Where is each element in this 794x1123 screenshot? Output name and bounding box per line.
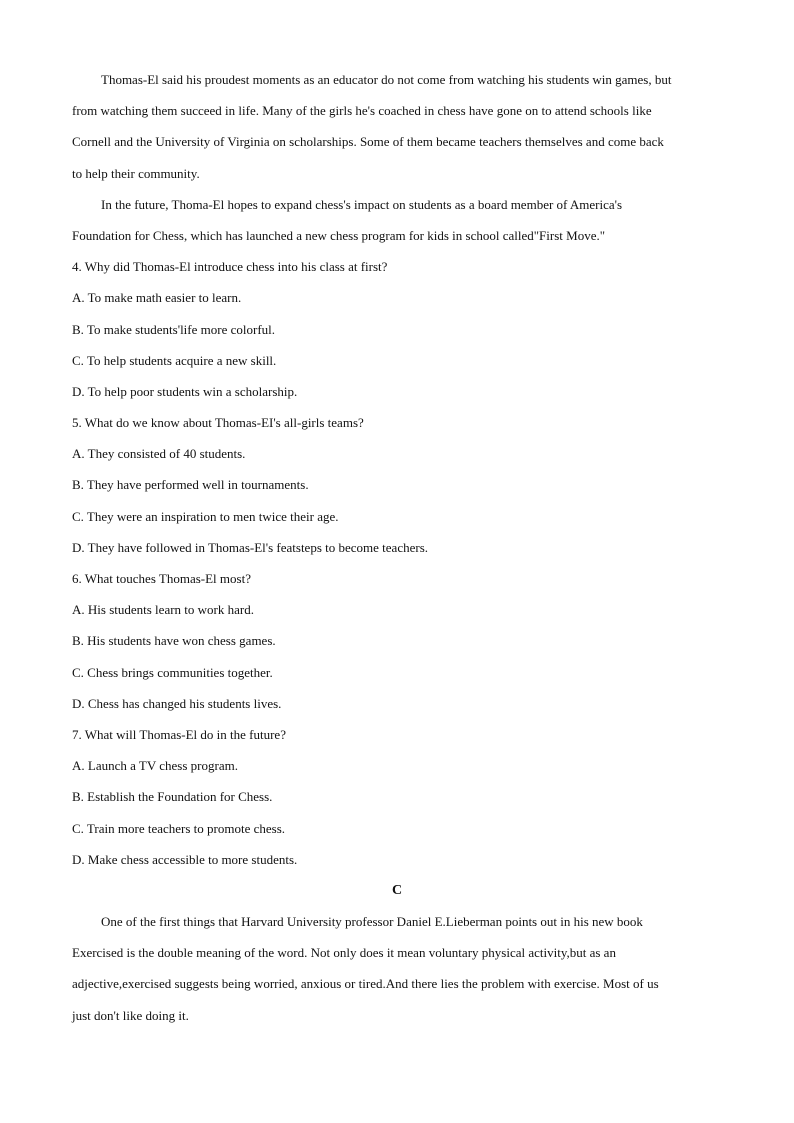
answer-option-c: C. To help students acquire a new skill. xyxy=(72,352,277,368)
answer-option-d: D. They have followed in Thomas-El's featsteps to become teachers. xyxy=(72,539,429,555)
text-line: In the future, Thoma-El hopes to expand chess's impact on students as a board member of America's xyxy=(101,196,623,212)
question-6 xyxy=(72,563,722,719)
section-heading: C xyxy=(391,882,403,898)
answer-option-a: A. His students learn to work hard. xyxy=(72,602,254,618)
question-stem: 7. What will Thomas-El do in the future? xyxy=(72,726,286,742)
text-line: from watching them succeed in life. Many of the girls he's coached in chess have gone on to attend schools like xyxy=(72,103,652,119)
answer-option-b: B. They have performed well in tournaments. xyxy=(72,477,309,493)
answer-option-d: D. Make chess accessible to more students. xyxy=(72,851,298,867)
text-line: Foundation for Chess, which has launched a new chess program for kids in school called"First Move." xyxy=(72,227,606,243)
question-7 xyxy=(72,719,722,875)
answer-option-b: B. His students have won chess games. xyxy=(72,633,276,649)
paragraph-section-c xyxy=(72,906,722,1031)
answer-option-c: C. Chess brings communities together. xyxy=(72,664,273,680)
answer-option-d: D. To help poor students win a scholarship. xyxy=(72,383,298,399)
document-page xyxy=(72,64,722,1031)
answer-option-b: B. To make students'life more colorful. xyxy=(72,321,276,337)
text-line: to help their community. xyxy=(72,165,200,181)
answer-option-a: A. Launch a TV chess program. xyxy=(72,758,238,774)
text-line: One of the first things that Harvard University professor Daniel E.Lieberman points out in his new book xyxy=(101,914,643,930)
question-5 xyxy=(72,407,722,563)
paragraph-future-plans xyxy=(72,189,722,251)
answer-option-c: C. Train more teachers to promote chess. xyxy=(72,820,286,836)
question-4 xyxy=(72,251,722,407)
answer-option-c: C. They were an inspiration to men twice their age. xyxy=(72,508,339,524)
paragraph-proudest-moments xyxy=(72,64,722,189)
question-stem: 4. Why did Thomas-El introduce chess into his class at first? xyxy=(72,259,388,275)
answer-option-a: A. To make math easier to learn. xyxy=(72,290,242,306)
text-line: Thomas-El said his proudest moments as an educator do not come from watching his students win games, but xyxy=(101,72,672,87)
text-line: Exercised is the double meaning of the word. Not only does it mean voluntary physical activity,but as an xyxy=(72,945,616,961)
answer-option-a: A. They consisted of 40 students. xyxy=(72,446,246,462)
text-line: adjective,exercised suggests being worried, anxious or tired.And there lies the problem with exercise. Most of us xyxy=(72,976,659,992)
answer-option-b: B. Establish the Foundation for Chess. xyxy=(72,789,273,805)
answer-option-d: D. Chess has changed his students lives. xyxy=(72,695,282,711)
question-stem: 5. What do we know about Thomas-EI's all-girls teams? xyxy=(72,415,364,431)
text-line: just don't like doing it. xyxy=(72,1007,189,1023)
text-line: Cornell and the University of Virginia on scholarships. Some of them became teachers themselves and come back xyxy=(72,134,664,150)
question-stem: 6. What touches Thomas-El most? xyxy=(72,571,251,586)
